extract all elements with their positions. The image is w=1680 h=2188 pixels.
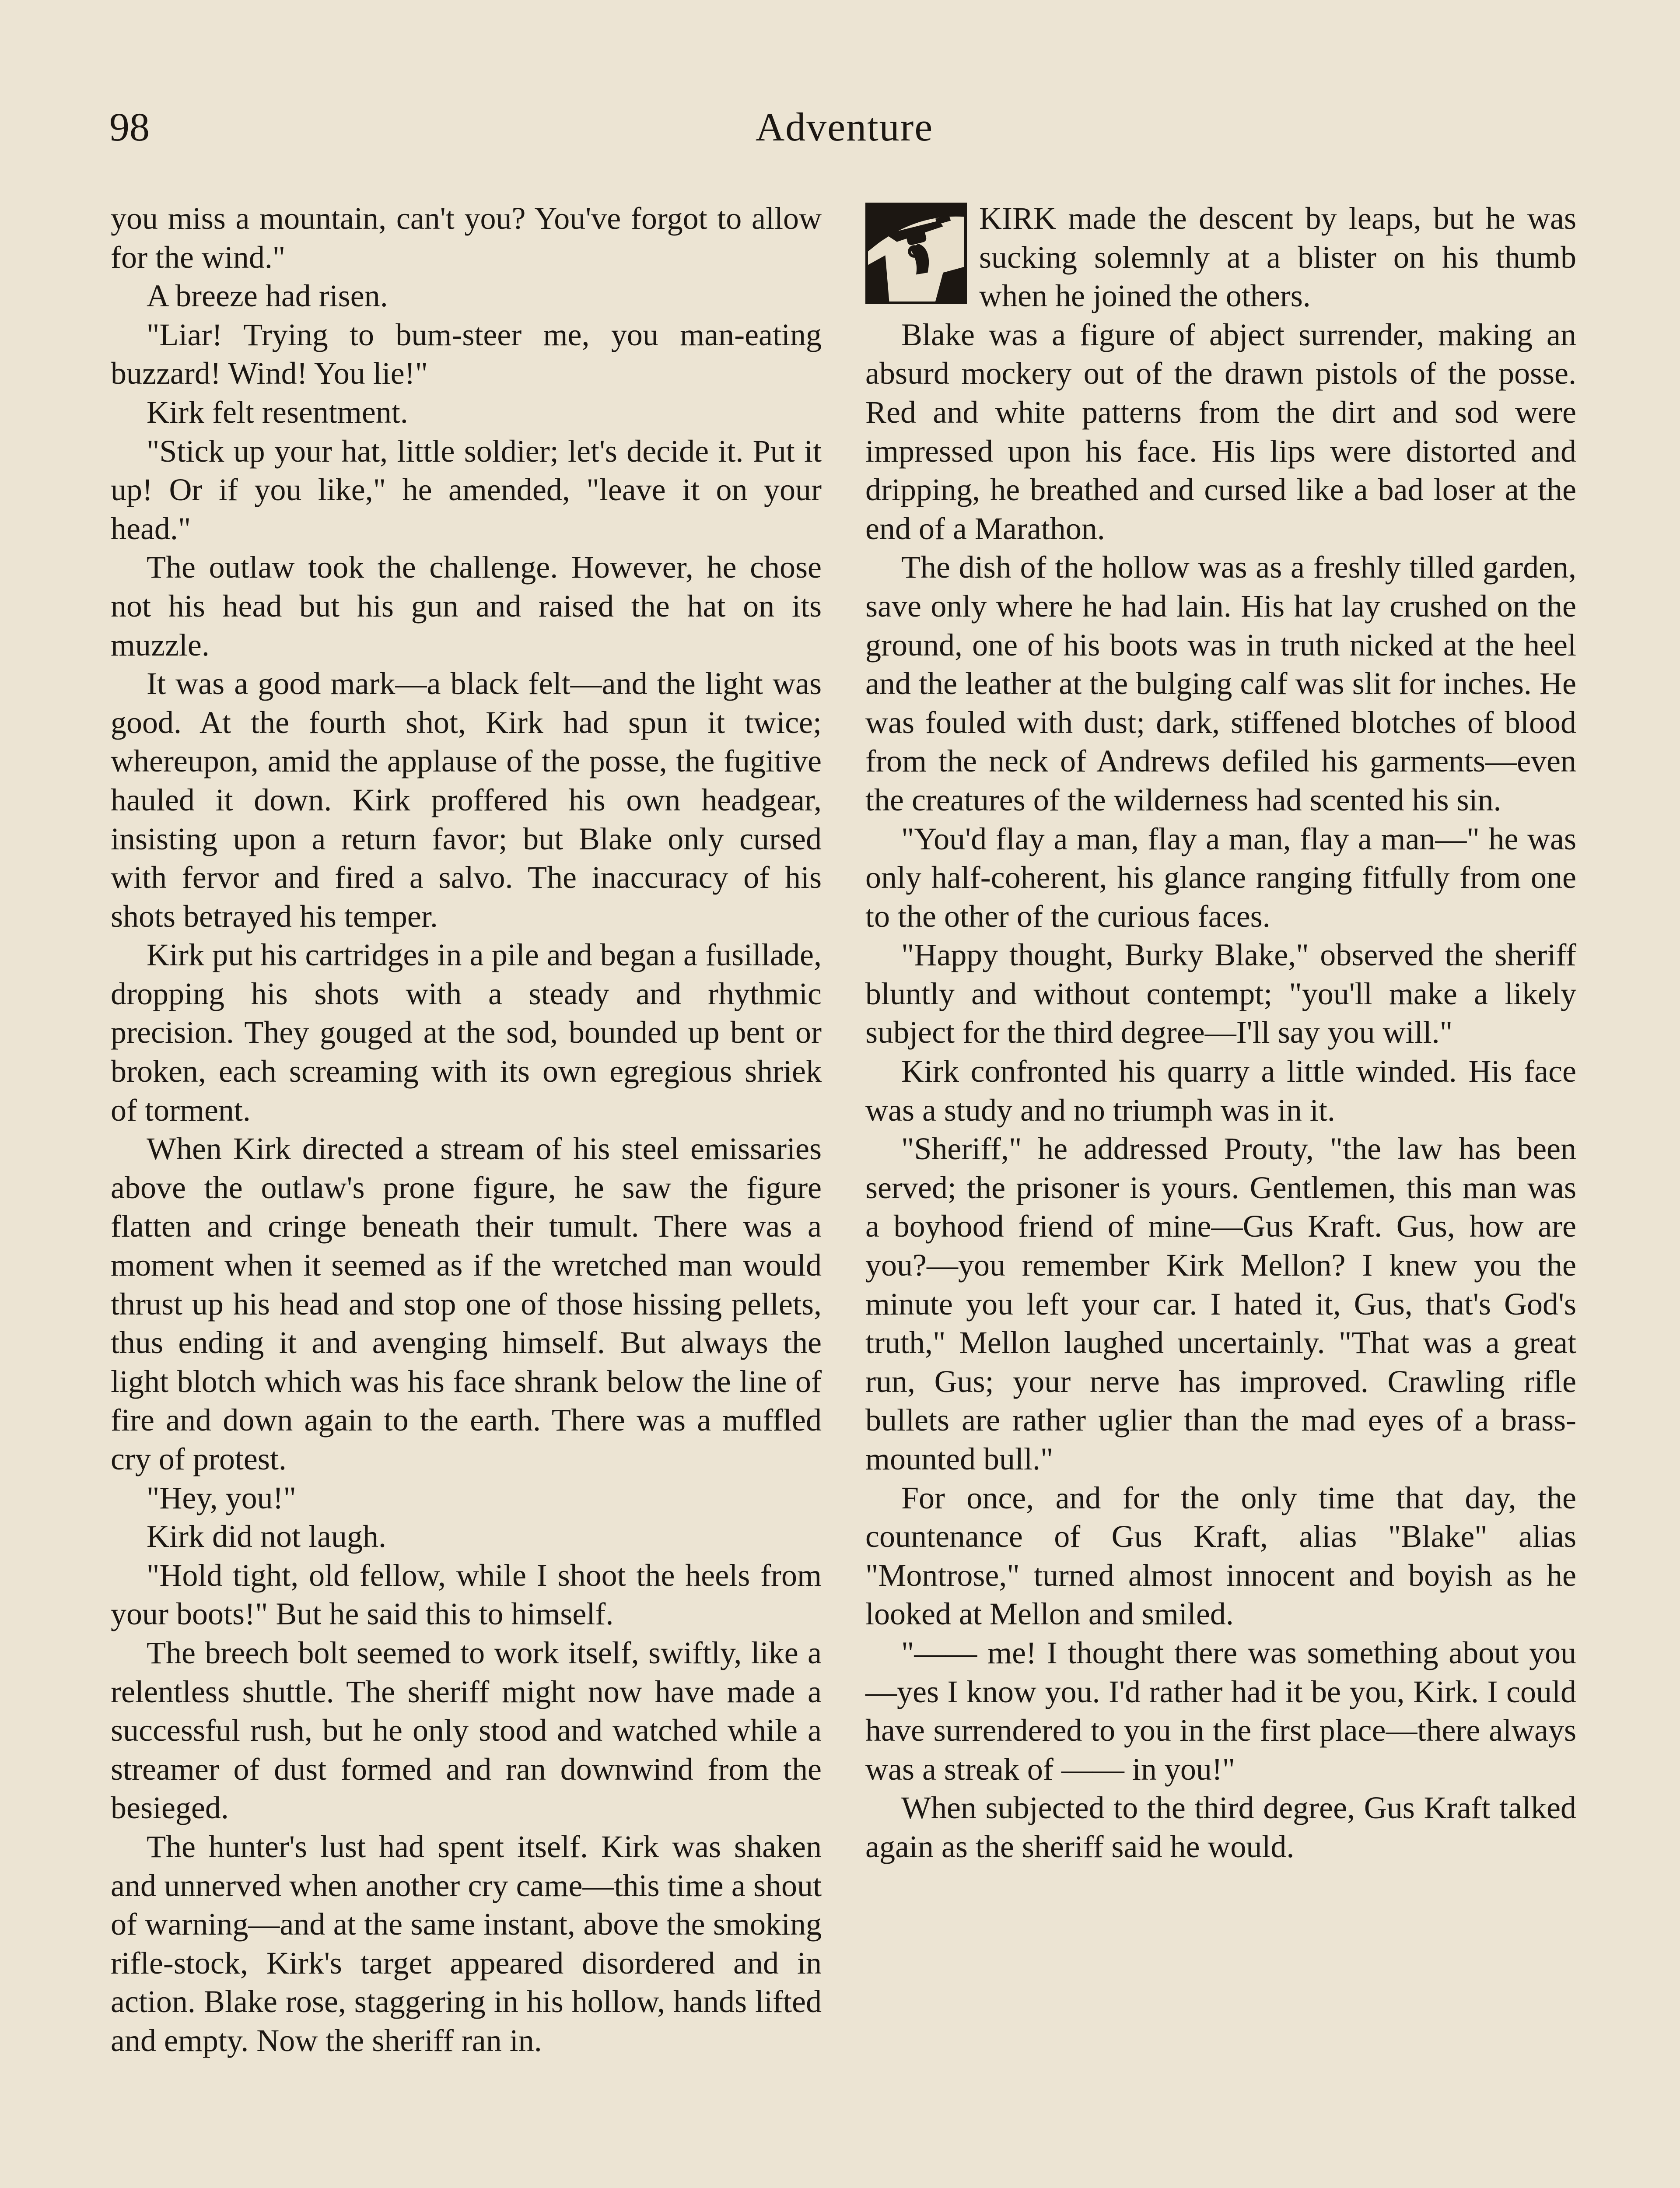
paragraph: The dish of the hollow was as a freshly tilled garden, save only where he had lain. His hat lay crushed on the ground, one of his boots was in truth nicked at the heel and the leather at the bulging calf was slit for inches. He was fouled with dust; dark, stiffened blotches of blood from the neck of Andrews defiled his garments—even the creatures of the wilderness had scented his sin. (865, 550, 1576, 817)
paragraph: For once, and for the only time that day, the countenance of Gus Kraft, alias "Blake" alias "Montrose," turned almost innocent and boyish as he looked at Mellon and smiled. (865, 1480, 1576, 1632)
revolver-illustration (868, 205, 964, 302)
page-header (109, 101, 1579, 162)
paragraph: "Stick up your hat, little soldier; let's decide it. Put it up! Or if you like," he amended, "leave it on your head." (111, 433, 822, 546)
paragraph: The outlaw took the challenge. However, he chose not his head but his gun and raised the hat on its muzzle. (111, 550, 822, 663)
paragraph: Kirk confronted his quarry a little winded. His face was a study and no triumph was in it. (865, 1054, 1576, 1128)
paragraph: Kirk did not laugh. (147, 1519, 386, 1554)
paragraph: Kirk felt resentment. (147, 394, 408, 430)
paragraph: "Sheriff," he addressed Prouty, "the law has been served; the prisoner is yours. Gentlemen, this man was a boyhood friend of mine—Gus Kraft. Gus, how are you?—you remember Kirk Mellon? I knew you the minute you left your car. I hated it, Gus, that's God's truth," Mellon laughed uncertainly. "That was a great run, Gus; your nerve has improved. Crawling rifle bullets are rather uglier than the mad eyes of a brass-mounted bull." (865, 1131, 1576, 1476)
paragraph: When Kirk directed a stream of his steel emissaries above the outlaw's prone figure, he saw the figure flatten and cringe beneath their tumult. There was a moment when it seemed as if the wretched man would thrust up his head and stop one of those hissing pellets, thus ending it and avenging himself. But always the light blotch which was his face shrank below the line of fire and down again to the earth. There was a muffled cry of protest. (111, 1131, 822, 1476)
paragraph: "You'd flay a man, flay a man, flay a man—" he was only half-coherent, his glance ranging fitfully from one to the other of the curious faces. (865, 821, 1576, 934)
page-number: 98 (109, 105, 150, 149)
running-title: Adventure (755, 105, 934, 149)
section-opening (865, 199, 1576, 316)
paragraph: Blake was a figure of abject surrender, making an absurd mockery out of the drawn pistols of the posse. Red and white patterns from the dirt and sod were impressed upon his face. His lips were distorted and dripping, he breathed and cursed like a bad loser at the end of a Marathon. (865, 317, 1576, 546)
paragraph: "Hey, you!" (147, 1480, 297, 1515)
paragraph: The hunter's lust had spent itself. Kirk was shaken and unnerved when another cry came—this time a shout of warning—and at the same instant, above the smoking rifle-stock, Kirk's target appeared disordered and in action. Blake rose, staggering in his hollow, hands lifted and empty. Now the sheriff ran in. (111, 1829, 822, 2058)
paragraph: you miss a mountain, can't you? You've forgot to allow for the wind." (111, 201, 822, 275)
paragraph: A breeze had risen. (147, 278, 388, 314)
paragraph: The breech bolt seemed to work itself, swiftly, like a relentless shuttle. The sheriff might now have made a successful rush, but he only stood and watched while a streamer of dust formed and ran downwind from the besieged. (111, 1635, 822, 1826)
paragraph: It was a good mark—a black felt—and the light was good. At the fourth shot, Kirk had spun it twice; whereupon, amid the applause of the posse, the fugitive hauled it down. Kirk proffered his own headgear, insisting upon a return favor; but Blake only cursed with fervor and fired a salvo. The inaccuracy of his shots betrayed his temper. (111, 666, 822, 934)
right-column (865, 199, 1576, 1866)
revolver-icon (865, 203, 967, 304)
paragraph: Kirk put his cartridges in a pile and began a fusillade, dropping his shots with a steady and rhythmic precision. They gouged at the sod, bounded up bent or broken, each screaming with its own egregious shriek of torment. (111, 937, 822, 1128)
paragraph: "—— me! I thought there was something about you—yes I know you. I'd rather had it be you, Kirk. I could have surrendered to you in the first place—there always was a streak of —— in you!" (865, 1635, 1576, 1787)
paragraph: "Happy thought, Burky Blake," observed the sheriff bluntly and without contempt; "you'll make a likely subject for the third degree—I'll say you will." (865, 937, 1576, 1050)
paragraph: "Liar! Trying to bum-steer me, you man-eating buzzard! Wind! You lie!" (111, 317, 822, 391)
paragraph: When subjected to the third degree, Gus Kraft talked again as the sheriff said he would. (865, 1790, 1576, 1864)
left-column (111, 199, 822, 2060)
paragraph: "Hold tight, old fellow, while I shoot the heels from your boots!" But he said this to himself. (111, 1557, 822, 1632)
opening-paragraph: KIRK made the descent by leaps, but he was sucking solemnly at a blister on his thumb when he joined the others. (979, 201, 1576, 314)
